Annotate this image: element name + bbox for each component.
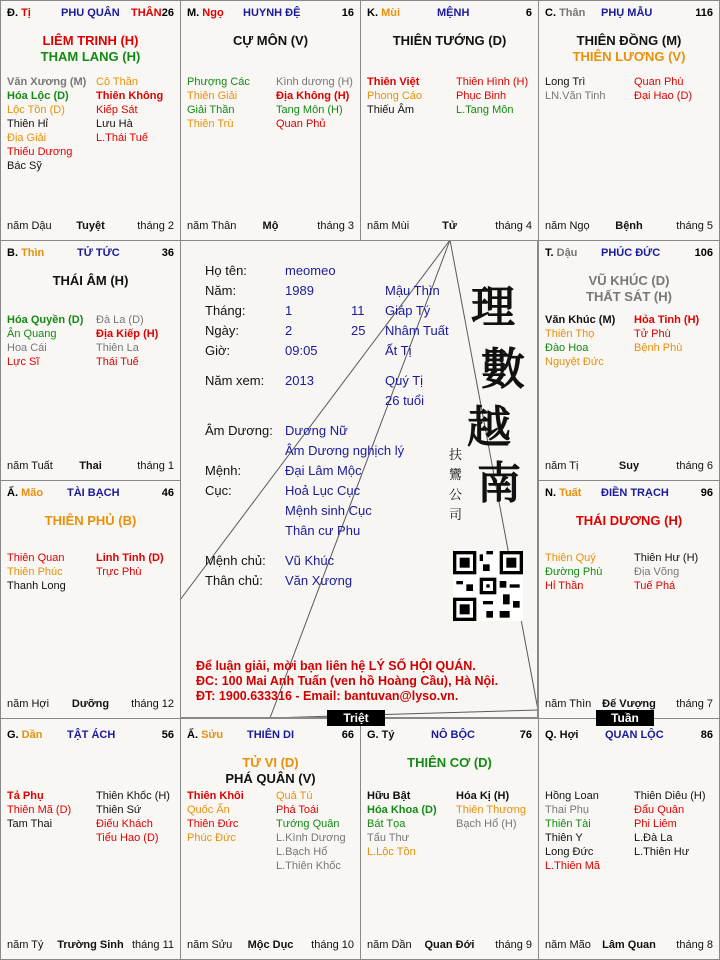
contact-info: Để luận giải, mời bạn liên hệ LÝ SỐ HỘI QUÁN. ĐC: 100 Mai Anh Tuấn (ven hồ Hoàng Cầu), Hà Nội. ĐT: 1900.633316 - Email: bantuvan@lyso.vn. (196, 659, 499, 703)
palace-ty: Đ. Tị PHU QUÂN THÂN 26 LIÊM TRINH (H) THAM LANG (H) Văn Xương (M) Hóa Lộc (D) Lộc Tồn (D) Thiên Hỉ Địa Giải Thiếu Dương Bác Sỹ Cô Thần Thiên Không Kiếp Sát Lưu Hà L.Thái Tuế năm Dậu Tuyệt tháng 2 (0, 0, 181, 241)
palace-mao: Ấ. Mão TÀI BẠCH 46 THIÊN PHỦ (B) Thiên Quan Thiên Phúc Thanh Long Linh Tinh (D) Trực Phù năm Hợi Dưỡng tháng 12 (0, 480, 181, 719)
palace-mui: K. Mùi MỆNH 6 THIÊN TƯỚNG (D) Thiên Việt Phong Cáo Thiếu Âm Thiên Hình (H) Phục Binh L.Tang Môn năm Mùi Tử tháng 4 (360, 0, 539, 241)
palace-hoi: Q. Hợi QUAN LỘC 86 Hồng Loan Thai Phụ Thiên Tài Thiên Y Long Đức L.Thiên Mã Thiên Diêu (H) Đẩu Quân Phi Liêm L.Đà La L.Thiên Hư năm Mão Lâm Quan tháng 8 (538, 718, 720, 960)
palace-tuat: N. Tuất ĐIỀN TRẠCH 96 THÁI DƯƠNG (H) Thiên Quý Đường Phù Hỉ Thần Thiên Hư (H) Địa Võng Tuế Phá năm Thìn Đế Vượng tháng 7 (538, 480, 720, 719)
palace-dau: T. Dậu PHÚC ĐỨC 106 VŨ KHÚC (D) THẤT SÁT (H) Văn Khúc (M) Thiên Thọ Đào Hoa Nguyệt Đức Hỏa Tinh (H) Tử Phù Bệnh Phù năm Tị Suy tháng 6 (538, 240, 720, 481)
palace-dan: G. Dần TẬT ÁCH 56 Tả Phụ Thiên Mã (D) Tam Thai Thiên Khốc (H) Thiên Sứ Điếu Khách Tiểu Hao (D) năm Tý Trường Sinh tháng 11 (0, 718, 181, 960)
palace-ty-2: G. Tý NÔ BỘC 76 THIÊN CƠ (D) Hữu Bật Hóa Khoa (D) Bát Tọa Tấu Thư L.Lộc Tồn Hóa Kị (H) Thiên Thương Bạch Hổ (H) năm Dần Quan Đới tháng 9 (360, 718, 539, 960)
qr-code (453, 551, 523, 621)
calligraphy-char-1: 理 (471, 282, 515, 333)
calligraphy-char-3: 越 (467, 402, 511, 453)
palace-thin: B. Thìn TỬ TỨC 36 THÁI ÂM (H) Hóa Quyền (D) Ân Quang Hoa Cái Lực Sĩ Đà La (D) Địa Kiếp (H) Thiên La Thái Tuế năm Tuất Thai tháng 1 (0, 240, 181, 481)
calligraphy-char-4: 南 (477, 458, 521, 509)
tuan-label: Tuần (596, 710, 654, 726)
palace-than: C. Thân PHỤ MẪU 116 THIÊN ĐỒNG (M) THIÊN LƯƠNG (V) Long Trì LN.Văn Tinh Quan Phù Đại Hao (D) năm Ngọ Bệnh tháng 5 (538, 0, 720, 241)
palace-suu: Ấ. Sửu THIÊN DI 66 TỬ VI (D) PHÁ QUÂN (V) Thiên Khôi Quốc Ấn Thiên Đức Phúc Đức Quả Tú Phá Toái Tướng Quân L.Kình Dương L.Bạch Hổ L.Thiên Khốc năm Sửu Mộc Dục tháng 10 (180, 718, 361, 960)
palace-ngo: M. Ngọ HUYNH ĐỆ 16 CỰ MÔN (V) Phượng Các Thiên Giải Giải Thần Thiên Trù Kình dương (H) Địa Không (H) Tang Môn (H) Quan Phủ năm Thân Mộ tháng 3 (180, 0, 361, 241)
center-info-panel: Họ tên: meomeo Năm: 1989 Mậu Thìn Tháng: 1 11 Giáp Tý Ngày: 2 25 Nhâm Tuất Giờ: 09:05 Ất Tị Năm xem: 2013 Quý Tị 26 tuổi Âm Dương: Dương Nữ Âm Dương nghịch lý Mệnh: Đại Lâm Mộc Cục: Hoả Lục Cục Mệnh sinh Cục Thân cư Phu Mệnh chủ: Vũ Khúc Thân chủ: Văn Xương 理 數 越 南 扶 鸞 公 司 Để luận giải, mời bạn liên hệ LÝ SỐ HỘI QUÁN. ĐC: 100 Mai Anh Tuấn (ven hồ Hoàng Cầu), Hà Nội. ĐT: 1900.633316 - Email: bantuvan@lyso.vn. (180, 240, 538, 718)
small-calligraphy: 扶 鸞 公 司 (449, 448, 463, 523)
calligraphy-char-2: 數 (481, 344, 525, 395)
triet-label: Triệt (327, 710, 385, 726)
